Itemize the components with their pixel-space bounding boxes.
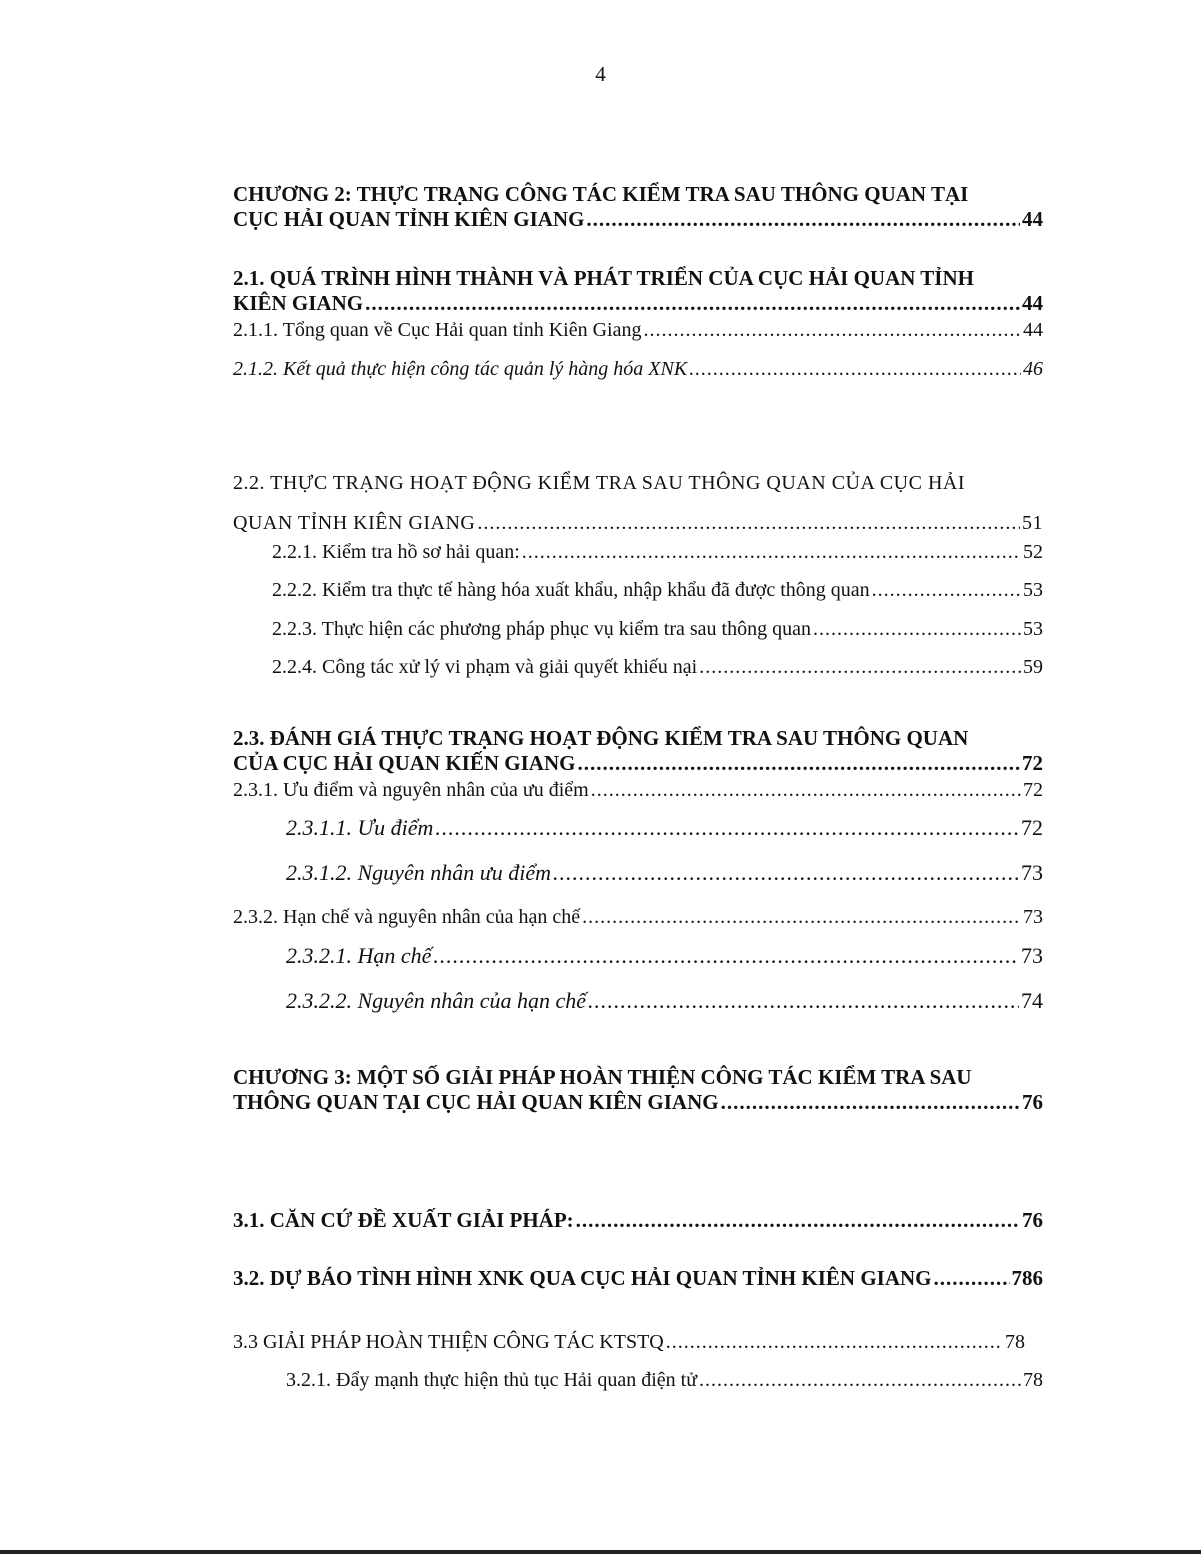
toc-entry-2-3[interactable]: [233, 726, 1043, 776]
toc-page-number: 78: [1005, 1331, 1025, 1353]
dot-leader: [699, 655, 1021, 679]
dot-leader: [433, 944, 1019, 968]
dot-leader: [689, 357, 1021, 381]
toc-entry-3-1[interactable]: [233, 1208, 1043, 1233]
toc-entry-2-2-1[interactable]: [272, 540, 1043, 564]
toc-entry-3-3[interactable]: [233, 1330, 1025, 1354]
toc-entry-2-2-3[interactable]: [272, 617, 1043, 641]
toc-entry-2-1-1[interactable]: [233, 318, 1043, 342]
toc-entry-line: 2.3.1. Ưu điểm và nguyên nhân của ưu điểm: [233, 779, 589, 801]
dot-leader: [586, 207, 1020, 232]
dot-leader: [435, 816, 1019, 840]
toc-entry-line: 2.3.1.1. Ưu điểm: [286, 815, 434, 840]
toc-entry-2-1-2[interactable]: [233, 357, 1043, 381]
toc-page-number: 53: [1023, 618, 1043, 640]
toc-entry-line: THÔNG QUAN TẠI CỤC HẢI QUAN KIÊN GIANG: [233, 1090, 719, 1114]
toc-entry-line: KIÊN GIANG: [233, 291, 364, 315]
page-bottom-edge: [0, 1550, 1201, 1554]
toc-entry-line: 2.3.2.1. Hạn chế: [286, 943, 432, 968]
toc-page-number: 74: [1021, 988, 1043, 1013]
toc-entry-line: 2.2.1. Kiểm tra hồ sơ hải quan:: [272, 541, 520, 563]
dot-leader: [577, 751, 1020, 776]
toc-entry-line: 2.3. ĐÁNH GIÁ THỰC TRẠNG HOẠT ĐỘNG KIỂM TRA SAU THÔNG QUAN: [233, 726, 969, 750]
dot-leader: [813, 617, 1021, 641]
toc-page-number: 44: [1022, 207, 1043, 231]
toc-entry-line: 3.2. DỰ BÁO TÌNH HÌNH XNK QUA CỤC HẢI QUAN TỈNH KIÊN GIANG: [233, 1266, 932, 1290]
toc-page-number: 73: [1023, 906, 1043, 928]
toc-entry-line: 3.3 GIẢI PHÁP HOÀN THIỆN CÔNG TÁC KTSTQ: [233, 1331, 664, 1353]
toc-entry-line: 2.3.2. Hạn chế và nguyên nhân của hạn chế: [233, 906, 581, 928]
toc-entry-line: 2.3.1.2. Nguyên nhân ưu điểm: [286, 860, 551, 885]
toc-entry-2-1[interactable]: [233, 266, 1043, 316]
toc-entry-line: CHƯƠNG 3: MỘT SỐ GIẢI PHÁP HOÀN THIỆN CÔNG TÁC KIỂM TRA SAU: [233, 1065, 972, 1089]
toc-page-number: 44: [1023, 319, 1043, 341]
toc-page-number: 72: [1021, 815, 1043, 840]
toc-entry-line: 3.1. CĂN CỨ ĐỀ XUẤT GIẢI PHÁP:: [233, 1208, 574, 1232]
toc-entry-2-3-2-2[interactable]: [286, 989, 1043, 1013]
toc-page-number: 72: [1023, 779, 1043, 801]
dot-leader: [591, 778, 1021, 802]
toc-page-number: 53: [1023, 579, 1043, 601]
toc-page-number: 46: [1023, 358, 1043, 380]
dot-leader: [666, 1330, 1003, 1354]
toc-page-number: 73: [1021, 860, 1043, 885]
dot-leader: [365, 291, 1020, 316]
dot-leader: [522, 540, 1021, 564]
dot-leader: [643, 318, 1021, 342]
toc-entry-line: 2.1. QUÁ TRÌNH HÌNH THÀNH VÀ PHÁT TRIỂN CỦA CỤC HẢI QUAN TỈNH: [233, 266, 974, 290]
dot-leader: [588, 989, 1019, 1013]
toc-entry-line: 2.2.3. Thực hiện các phương pháp phục vụ kiểm tra sau thông quan: [272, 618, 811, 640]
toc-entry-line: 2.1.1. Tổng quan về Cục Hải quan tỉnh Kiên Giang: [233, 319, 642, 341]
toc-entry-line: 2.2.4. Công tác xử lý vi phạm và giải quyết khiếu nại: [272, 656, 698, 678]
toc-page-number: 52: [1023, 541, 1043, 563]
toc-entry-3-2[interactable]: [233, 1266, 1043, 1291]
toc-page-number: 51: [1022, 512, 1043, 534]
dot-leader: [934, 1266, 1010, 1291]
toc-entry-2-3-1-1[interactable]: [286, 816, 1043, 840]
dot-leader: [553, 861, 1019, 885]
toc-entry-3-2-1[interactable]: [286, 1368, 1043, 1392]
toc-entry-line: 2.2.2. Kiểm tra thực tế hàng hóa xuất khẩu, nhập khẩu đã được thông quan: [272, 579, 870, 601]
dot-leader: [721, 1090, 1020, 1115]
dot-leader: [576, 1208, 1020, 1233]
toc-entry-line: CỦA CỤC HẢI QUAN KIẾN GIANG: [233, 751, 576, 775]
toc-entry-2-2[interactable]: [233, 463, 1043, 543]
toc-entry-line: 2.1.2. Kết quả thực hiện công tác quản lý hàng hóa XNK: [233, 358, 688, 380]
dot-leader: [582, 905, 1021, 929]
toc-entry-2-2-4[interactable]: [272, 655, 1043, 679]
toc-entry-line: 2.3.2.2. Nguyên nhân của hạn chế: [286, 988, 586, 1013]
dot-leader: [477, 503, 1020, 543]
toc-entry-line: 3.2.1. Đẩy mạnh thực hiện thủ tục Hải quan điện tử: [286, 1369, 698, 1391]
toc-entry-line: CỤC HẢI QUAN TỈNH KIÊN GIANG: [233, 207, 585, 231]
toc-page-number: 76: [1022, 1090, 1043, 1114]
toc-page-number: 76: [1022, 1208, 1043, 1232]
toc-entry-2-2-2[interactable]: [272, 578, 1043, 602]
toc-page-number: 59: [1023, 656, 1043, 678]
toc-page-number: 44: [1022, 291, 1043, 315]
toc-entry-chapter-2[interactable]: [233, 182, 1043, 232]
toc-page-number: 786: [1011, 1266, 1043, 1290]
toc-entry-2-3-2[interactable]: [233, 905, 1043, 929]
dot-leader: [699, 1368, 1021, 1392]
toc-entry-2-3-2-1[interactable]: [286, 944, 1043, 968]
toc-entry-chapter-3[interactable]: [233, 1065, 1043, 1115]
toc-page-number: 72: [1022, 751, 1043, 775]
toc-entry-line: 2.2. THỰC TRẠNG HOẠT ĐỘNG KIỂM TRA SAU THÔNG QUAN CỦA CỤC HẢI: [233, 472, 965, 494]
toc-entry-2-3-1-2[interactable]: [286, 861, 1043, 885]
page-number: 4: [595, 62, 606, 86]
toc-page-number: 73: [1021, 943, 1043, 968]
toc-entry-2-3-1[interactable]: [233, 778, 1043, 802]
dot-leader: [872, 578, 1021, 602]
toc-entry-line: QUAN TỈNH KIÊN GIANG: [233, 512, 476, 534]
toc-page-number: 78: [1023, 1369, 1043, 1391]
toc-entry-line: CHƯƠNG 2: THỰC TRẠNG CÔNG TÁC KIỂM TRA SAU THÔNG QUAN TẠI: [233, 182, 969, 206]
